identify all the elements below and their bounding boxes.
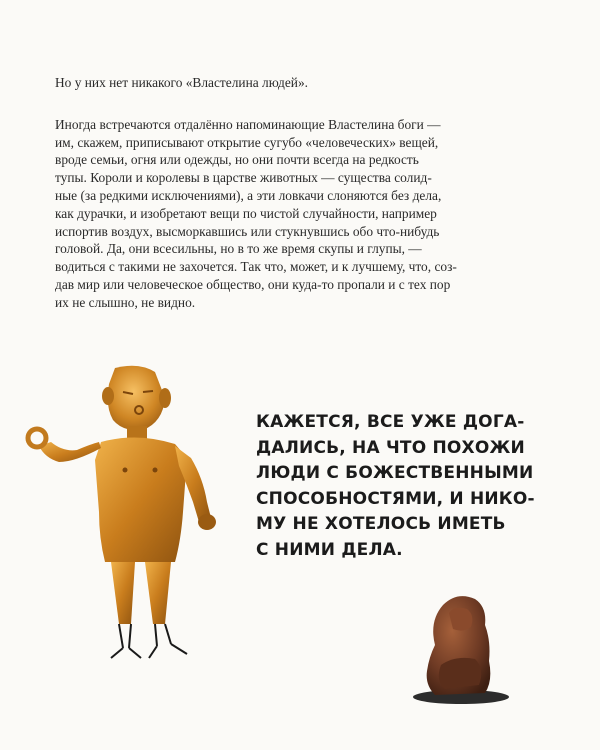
caption-line: СПОСОБНОСТЯМИ, И НИКО-	[256, 488, 535, 509]
text-line: испортив воздух, высморкавшись или стукнувшись обо что-нибудь	[55, 223, 440, 239]
wooden-figure-image	[405, 585, 515, 705]
text-line: Иногда встречаются отдалённо напоминающие Властелина боги —	[55, 116, 441, 132]
text-line: тупы. Короли и королевы в царстве животных — существа солид-	[55, 170, 432, 186]
caption-line: ДАЛИСЬ, НА ЧТО ПОХОЖИ	[256, 437, 525, 458]
caption-line: С НИМИ ДЕЛА.	[256, 539, 403, 560]
text-line: дав мир или человеческое общество, они куда-то пропали и с тех пор	[55, 276, 451, 292]
text-line: ные (за редкими исключениями), а эти ловкачи слоняются без дела,	[55, 187, 442, 203]
text-line: водиться с такими не захочется. Так что, может, и к лучшему, что, соз-	[55, 259, 457, 275]
text-line: Но у них нет никакого «Властелина людей».	[55, 75, 309, 90]
text-line: им, скажем, приписывают открытие сугубо «человеческих» вещей,	[55, 134, 439, 150]
intro-sentence	[55, 74, 555, 92]
text-line: головой. Да, они всесильны, но в то же время скупы и глупы, —	[55, 241, 422, 257]
caption-line: МУ НЕ ХОТЕЛОСЬ ИМЕТЬ	[256, 514, 506, 535]
comic-caption	[256, 410, 576, 564]
main-paragraph	[55, 116, 555, 312]
caption-line: ЛЮДИ С БОЖЕСТВЕННЫМИ	[256, 463, 534, 484]
text-line: вроде семьи, огня или одежды, но они почти всегда на редкость	[55, 152, 419, 168]
article-text	[55, 74, 555, 312]
caption-line: КАЖЕТСЯ, ВСЕ УЖЕ ДОГА-	[256, 412, 525, 432]
text-line: их не слышно, не видно.	[55, 294, 196, 310]
text-line: как дурачки, и изобретают вещи по чистой случайности, например	[55, 205, 437, 221]
gold-figurine-image	[15, 362, 245, 662]
